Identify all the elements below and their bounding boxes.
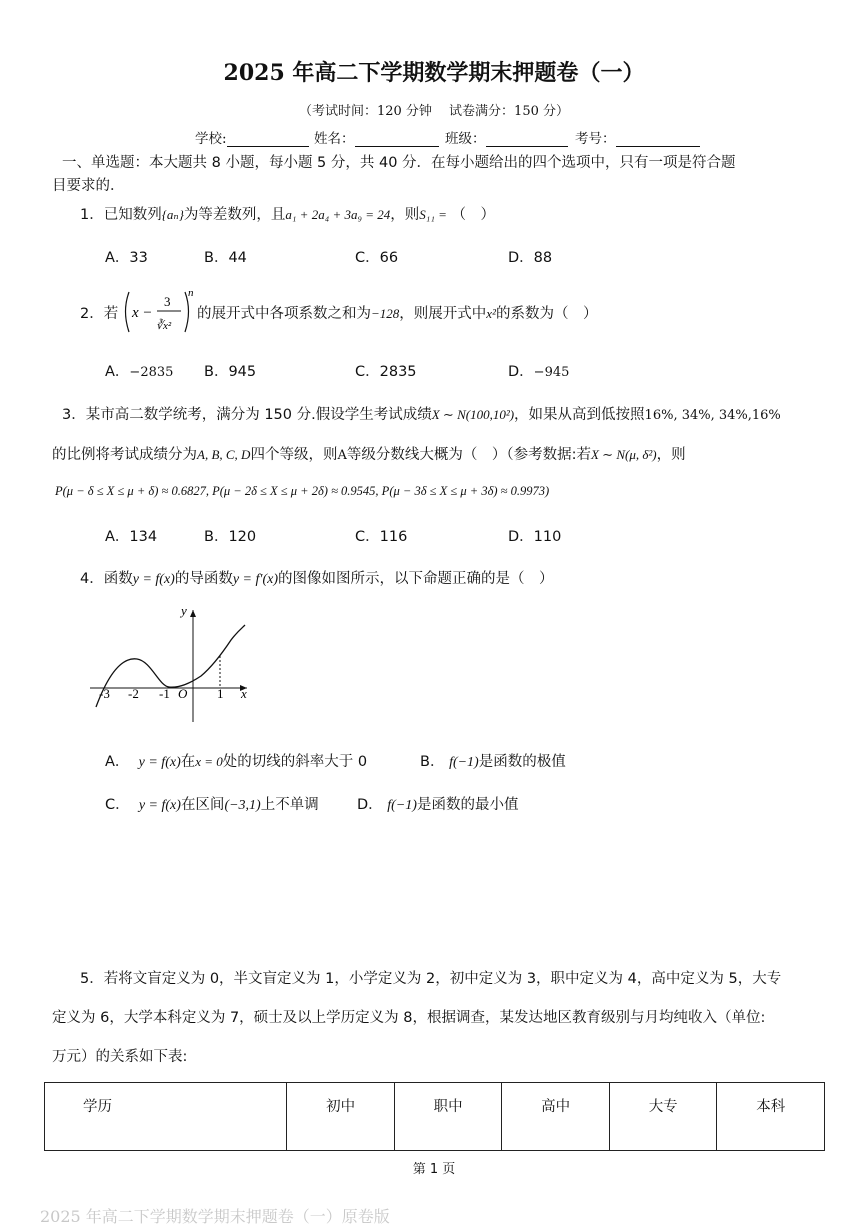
derivative-graph xyxy=(85,600,260,730)
exam-number-label: 考号： xyxy=(575,131,616,147)
class-blank xyxy=(486,132,568,147)
q2-text: 的展开式中各项系数之和为 xyxy=(197,306,371,322)
q1-option-c[interactable]: C．66 xyxy=(355,250,399,266)
exam-number-blank xyxy=(616,132,700,147)
q2-frac-num: 3 xyxy=(164,294,171,309)
page-number: 第 1 页 xyxy=(412,1162,456,1177)
question-4: 4．函数y = f(x)的导函数y = f′(x)的图像如图所示，以下命题正确的是（ ） xyxy=(80,571,554,587)
q3-line2: 的比例将考试成绩分为A, B, C, D四个等级，则A等级分数线大概为（ ）（参考数据:若X ∼ N(μ, δ²)，则 xyxy=(52,447,686,463)
table-header-cell: 初中 xyxy=(287,1083,395,1151)
table-header-cell: 职中 xyxy=(394,1083,502,1151)
q4-option-b[interactable]: B． f(−1)是函数的极值 xyxy=(420,754,566,770)
q2-binomial-expression xyxy=(119,286,195,338)
q1-text: 为等差数列，且 xyxy=(183,207,286,223)
q1-text: （ ） xyxy=(446,207,495,223)
q2-frac-den: ∛x² xyxy=(156,320,172,332)
q5-line2: 定义为 6，大学本科定义为 7，硕士及以上学历定义为 8，根据调查，某发达地区教育级别与月均纯收入（单位: xyxy=(52,1010,766,1026)
table-header-cell: 学历 xyxy=(45,1083,287,1151)
table-header-cell: 大专 xyxy=(609,1083,717,1151)
tick-label-neg1: -1 xyxy=(159,686,170,701)
q1-option-a[interactable]: A．33 xyxy=(105,250,148,266)
question-1 xyxy=(80,203,495,224)
q2-option-c[interactable]: C．2835 xyxy=(355,364,417,380)
school-field xyxy=(195,127,309,147)
q5-line1: 5．若将文盲定义为 0，半文盲定义为 1，小学定义为 2，初中定义为 3，职中定义为 4，高中定义为 5，大专 xyxy=(80,971,782,987)
q4-option-c[interactable]: C． y = f(x)在区间(−3,1)上不单调 xyxy=(105,797,319,813)
name-field xyxy=(314,127,439,147)
q3-line1: 3．某市高二数学统考，满分为 150 分.假设学生考试成绩X ∼ N(100,10²)，如果从高到低按照16%, 34%, 34%,16% xyxy=(62,407,781,423)
table-header-row xyxy=(45,1083,825,1151)
q2-exponent: n xyxy=(188,287,194,299)
q1-sequence: {aₙ} xyxy=(161,207,184,222)
origin-label: O xyxy=(178,686,188,701)
tick-label-neg2: -2 xyxy=(128,686,139,701)
tick-label-1: 1 xyxy=(217,686,224,701)
school-blank xyxy=(227,132,309,147)
q5-line3: 万元）的关系如下表: xyxy=(52,1049,188,1065)
q2-power: x² xyxy=(486,306,496,321)
x-axis-label: x xyxy=(241,686,247,701)
q3-option-d[interactable]: D．110 xyxy=(508,529,562,545)
q1-equation: a₁ + 2a₄ + 3a₉ = 24 xyxy=(285,207,391,222)
q4-option-a[interactable]: A． y = f(x)在x = 0处的切线的斜率大于 0 xyxy=(105,754,368,770)
q3-option-b[interactable]: B．120 xyxy=(204,529,257,545)
q3-option-c[interactable]: C．116 xyxy=(355,529,408,545)
education-income-table xyxy=(44,1082,825,1151)
y-axis-label: y xyxy=(181,603,187,618)
name-blank xyxy=(355,132,439,147)
school-label: 学校: xyxy=(195,131,227,147)
q2-option-b[interactable]: B．945 xyxy=(204,364,257,380)
table-header-cell: 本科 xyxy=(717,1083,825,1151)
name-label: 姓名： xyxy=(314,131,355,147)
q3-reference-data: P(μ − δ ≤ X ≤ μ + δ) ≈ 0.6827, P(μ − 2δ ≤ X ≤ μ + 2δ) ≈ 0.9545, P(μ − 3δ ≤ X ≤ μ + 3δ) ≈ 0.9973) xyxy=(55,484,550,498)
q1-option-d[interactable]: D．88 xyxy=(508,250,553,266)
section-heading-line1: 一、单选题：本大题共 8 小题，每小题 5 分，共 40 分．在每小题给出的四个选项中，只有一项是符合题 xyxy=(62,155,736,171)
q3-option-a[interactable]: A．134 xyxy=(105,529,158,545)
q2-option-a[interactable]: A．−2835 xyxy=(105,364,174,380)
class-field xyxy=(445,127,568,147)
table-header-cell: 高中 xyxy=(502,1083,610,1151)
tick-label-neg3: -3 xyxy=(99,686,110,701)
class-label: 班级： xyxy=(445,131,486,147)
exam-subtitle: （考试时间：120 分钟 试卷满分：150 分） xyxy=(298,104,570,119)
page-title: 2025 年高二下学期数学期末押题卷（一） xyxy=(223,60,645,86)
q2-text: ，则展开式中 xyxy=(399,306,487,322)
section-heading-line2: 目要求的． xyxy=(52,178,125,194)
q1-text: ，则 xyxy=(390,207,420,223)
q2-prefix: 2．若 xyxy=(80,306,119,322)
q2-text: 的系数为（ ） xyxy=(495,306,598,322)
document-name: 2025 年高二下学期数学期末押题卷（一）原卷版 xyxy=(40,1207,390,1226)
q2-value: −128 xyxy=(371,306,400,321)
question-2-text xyxy=(197,302,597,323)
q2-expr-x: x − xyxy=(132,305,153,321)
q2-option-d[interactable]: D．−945 xyxy=(508,364,570,380)
exam-number-field xyxy=(575,127,700,147)
q1-sum: S₁₁ = xyxy=(419,207,447,222)
q4-option-d[interactable]: D． f(−1)是函数的最小值 xyxy=(357,797,519,813)
q1-option-b[interactable]: B．44 xyxy=(204,250,247,266)
y-axis-arrow xyxy=(190,610,196,617)
q1-number: 1． xyxy=(80,207,104,223)
q1-text: 已知数列 xyxy=(103,207,162,223)
